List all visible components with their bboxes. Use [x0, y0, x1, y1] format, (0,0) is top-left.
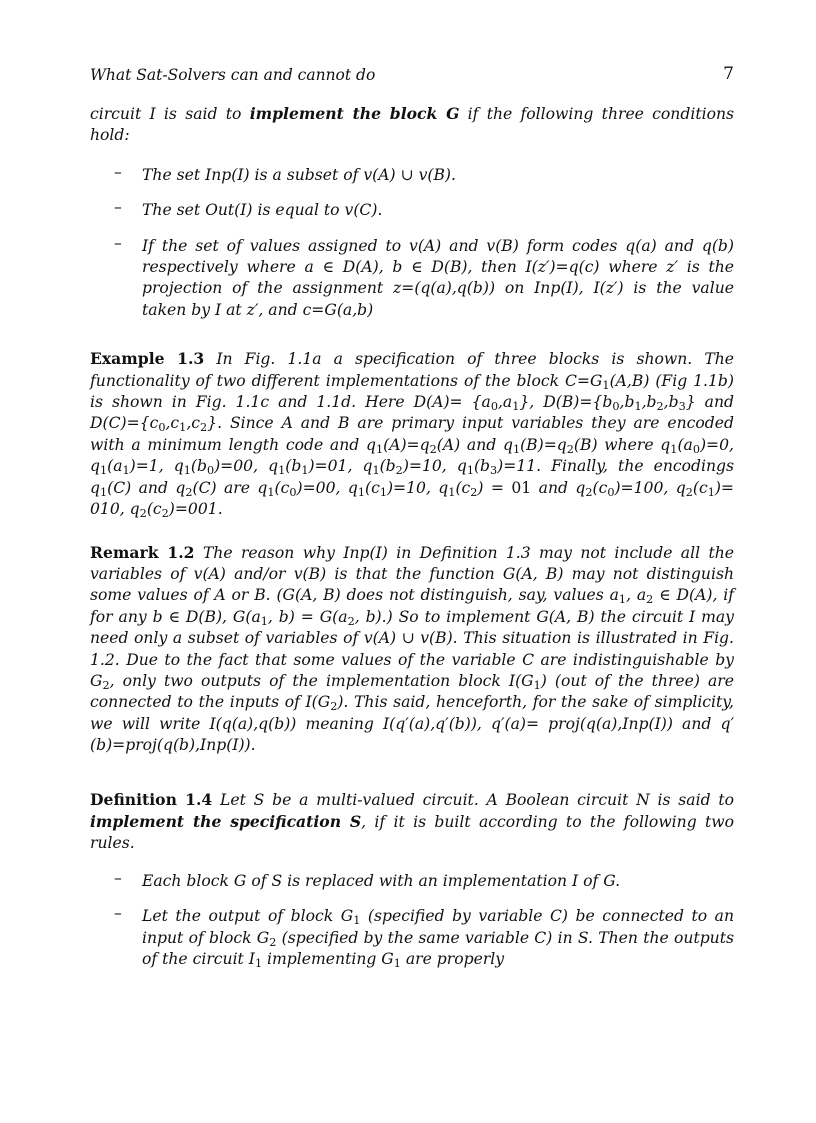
definition-label: Definition 1.4: [90, 789, 213, 809]
list-item: – The set Out(I) is equal to v(C).: [90, 200, 734, 221]
body-text: [90, 103, 734, 970]
list-item: – Each block G of S is replaced with an implementation I of G.: [90, 871, 734, 892]
list-item: – Let the output of block $G_1$ (specified by variable C) be connected to an input of block $G_2$ (specified by the same variable C) in S. Then the outputs of the circuit $I_1$ implementing $G_1$ are properly: [90, 906, 734, 970]
rule-list: [90, 871, 734, 971]
example-label: Example 1.3: [90, 349, 205, 369]
definition-paragraph: Definition 1.4 Let S be a multi-valued circuit. A Boolean circuit N is said to implement the specification S, if it is built according to the following two rules.: [90, 789, 735, 853]
remark-label: Remark 1.2: [90, 542, 195, 562]
list-item: – If the set of values assigned to v(A) and v(B) form codes q(a) and q(b) respectively where a ∈ D(A), b ∈ D(B), then I(z′)=q(c) where z′ is the projection of the assignment z=(q(a),q(b)) on Inp(I), I(z′) is the value taken by I at z′, and c=G(a,b): [90, 236, 734, 322]
defined-term: implement the specification S: [90, 811, 362, 831]
condition-list: [90, 165, 734, 321]
running-title: What Sat-Solvers can and cannot do: [90, 66, 376, 84]
example-paragraph: Example 1.3 In Fig. 1.1a a specification of three blocks is shown. The functionality of two different implementations of the block $C=G_1(A,B)$ (Fig 1.1b) is shown in Fig. 1.1c and 1.1d. Here $D(A)= \{a_0,a_1\}$, $D(B)=\{b_0,b_1,b_2,b_3\}$ and $D(C)=\{c_0,c_1,c_2\}$. Since A and B are primary input variables they are encoded with a minimum length code and $q_1(A)=q_2(A)$ and $q_1(B)=q_2(B)$ where $q_1(a_0)=0$, $q_1(a_1)=1$, $q_1(b_0)=00$, $q_1(b_1)=01$, $q_1(b_2)=10$, $q_1(b_3)=11$. Finally, the encodings $q_1(C)$ and $q_2(C)$ are $q_1(c_0)=00$, $q_1(c_1)=10$, $q_1(c_2) = 01$ and $q_2(c_0)=100$, $q_2(c_1)= 010$, $q_2(c_2)=001$.: [90, 349, 735, 521]
running-head: [90, 66, 734, 84]
list-item: – The set Inp(I) is a subset of v(A) ∪ v(B).: [90, 165, 734, 186]
intro-paragraph: circuit I is said to implement the block G if the following three conditions hold:: [90, 104, 735, 145]
remark-paragraph: Remark 1.2 The reason why Inp(I) in Definition 1.3 may not include all the variables of v(A) and/or v(B) is that the function G(A, B) may not distinguish some values of A or B. (G(A, B) does not distinguish, say, values $a_1$, $a_2$ ∈ D(A), if for any b ∈ D(B), $G(a_1$, $b) = G(a_2$, b).) So to implement G(A, B) the circuit I may need only a subset of variables of v(A) ∪ v(B). This situation is illustrated in Fig. 1.2. Due to the fact that some values of the variable C are indistinguishable by $G_2$, only two outputs of the implementation block $I(G_1)$ (out of the three) are connected to the inputs of $I(G_2)$. This said, henceforth, for the sake of simplicity, we will write I(q(a),q(b)) meaning I(q′(a),q′(b)), q′(a)= proj(q(a),Inp(I)) and q′(b)=proj(q(b),Inp(I)).: [90, 542, 734, 755]
defined-term: implement the block G: [249, 104, 460, 123]
page-number: 7: [723, 64, 734, 84]
